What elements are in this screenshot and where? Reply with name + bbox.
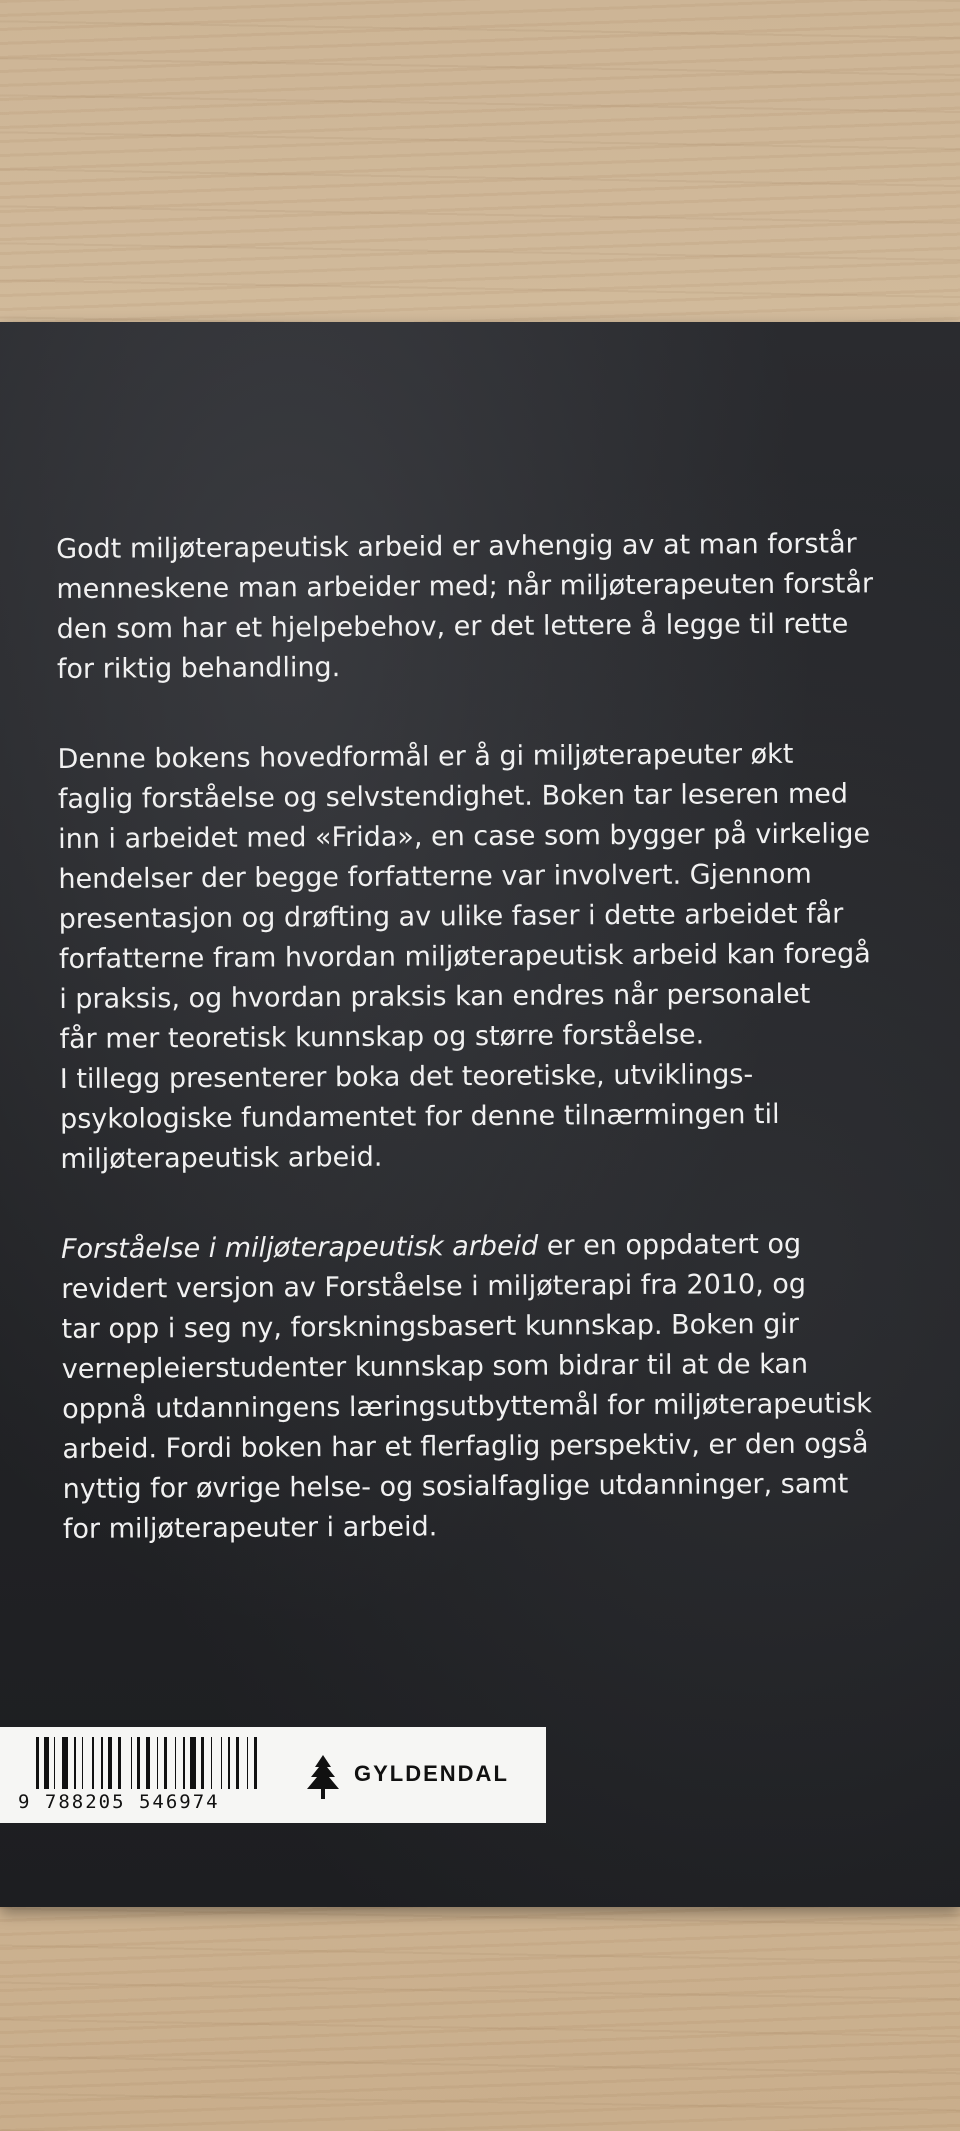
barcode-bar [134, 1737, 135, 1789]
barcode-bar [142, 1737, 143, 1789]
barcode-bar [85, 1737, 89, 1789]
barcode-bar [187, 1737, 188, 1789]
barcode-bar [105, 1737, 106, 1789]
barcode-bar [54, 1737, 55, 1789]
barcode-bar [247, 1737, 248, 1789]
barcode-bar [123, 1737, 129, 1789]
barcode-label [0, 1727, 546, 1823]
barcode-bar [114, 1737, 115, 1789]
barcode-bar [96, 1737, 99, 1789]
barcode-bar [232, 1737, 233, 1789]
barcode-bar [41, 1737, 42, 1789]
blurb-paragraph-3-rest: er en oppdatert og revidert versjon av Forståelse i miljøterapi fra 2010, og tar opp i seg ny, forskningsbasert kunnskap. Boken gir vernepleierstudenter kunnskap som bidrar til at de kan oppnå utdanningens læringsutbyttemål for miljøterapeutisk arbeid. Fordi boken har et flerfaglig perspektiv, er den også nyttig for øvrige helse- og sosialfaglige utdanninger, samt for miljøterapeuter i arbeid. [61, 1228, 872, 1545]
blurb-paragraph-3 [61, 1224, 933, 1550]
barcode-bar [206, 1737, 209, 1789]
barcode-bar [62, 1737, 68, 1789]
barcode-bar [74, 1737, 77, 1789]
barcode-bar [146, 1737, 150, 1789]
barcode-bar [214, 1737, 218, 1789]
barcode-bar [92, 1737, 95, 1789]
book-title-italic: Forståelse i miljøterapeutisk arbeid [60, 1230, 539, 1265]
blurb-paragraph-1: Godt miljøterapeutisk arbeid er avhengig av at man forstår menneskene man arbeider med; når miljøterapeuten forstår den som har et hjelpebehov, er det lettere å legge til rette for riktig behandling. [56, 528, 874, 685]
barcode-bar [82, 1737, 83, 1789]
barcode-bar [178, 1737, 181, 1789]
publisher-logo-text: GYLDENDAL [354, 1761, 509, 1786]
barcode-bar [254, 1737, 257, 1789]
barcode-bar [236, 1737, 239, 1789]
barcode-bar [152, 1737, 155, 1789]
barcode-bar [108, 1737, 112, 1789]
barcode-bar [137, 1737, 140, 1789]
barcode-bar [250, 1737, 251, 1789]
blurb-paragraph-2: Denne bokens hovedformål er å gi miljøterapeuter økt faglig forståelse og selvstendighet. Boken tar leseren med inn i arbeidet med «Frida», en case som bygger på virkelige hendelser der begge forfatterne var involvert. Gjennom presentasjon og drøfting av ulike faser i dette arbeidet får forfatterne fram hvordan miljøterapeutisk arbeid kan foregå i praksis, og hvordan praksis kan endres når personalet får mer teoretisk kunnskap og større forståelse. I tillegg presenterer boka det teoretiske, utviklings- psykologiske fundamentet for denne tilnærmingen til miljøterapeutisk arbeid. [57, 738, 871, 1175]
barcode-bar [101, 1737, 102, 1789]
fir-tree-icon [306, 1755, 340, 1799]
barcode-bar [36, 1737, 39, 1789]
barcode-bar [201, 1737, 204, 1789]
barcode-bar [169, 1737, 173, 1789]
barcode-bar [183, 1737, 184, 1789]
barcode-bar [175, 1737, 176, 1789]
barcode-bar [259, 1737, 260, 1789]
isbn-barcode [36, 1737, 262, 1789]
barcode-bar [241, 1737, 245, 1789]
blurb-text [56, 524, 933, 1600]
barcode-bar [70, 1737, 71, 1789]
barcode-bar [221, 1737, 222, 1789]
barcode-bar [51, 1737, 52, 1789]
barcode-bar [190, 1737, 196, 1789]
barcode-bar [118, 1737, 121, 1789]
barcode-bar [44, 1737, 48, 1789]
barcode-bar [160, 1737, 161, 1789]
barcode-bar [164, 1737, 167, 1789]
barcode-bar [224, 1737, 225, 1789]
barcode-bar [198, 1737, 199, 1789]
barcode-bar [57, 1737, 60, 1789]
barcode-bar [157, 1737, 158, 1789]
barcode-bar [228, 1737, 231, 1789]
barcode-bar [211, 1737, 212, 1789]
isbn-number: 9 788205 546974 [18, 1791, 220, 1813]
barcode-bar [78, 1737, 79, 1789]
barcode-bar [131, 1737, 132, 1789]
book-back-cover [0, 322, 960, 1907]
